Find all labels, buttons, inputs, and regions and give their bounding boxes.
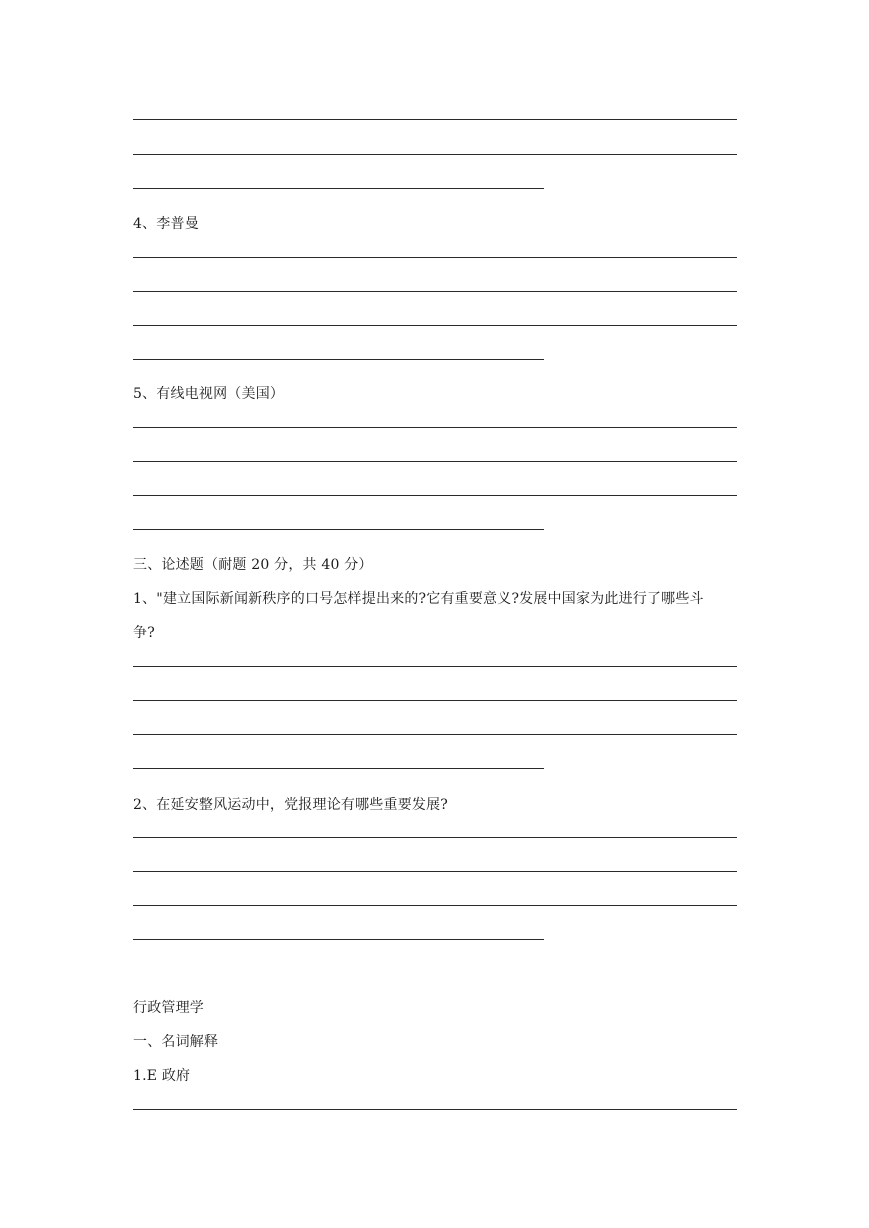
answer-line (133, 837, 737, 838)
answer-line (133, 905, 737, 906)
answer-line (133, 666, 737, 667)
answer-line (133, 325, 737, 326)
section-heading-essay: 三、论述题（耐题 20 分，共 40 分） (133, 557, 373, 573)
answer-line (133, 529, 544, 530)
answer-line (133, 119, 737, 120)
section-heading-terms: 一、名词解释 (133, 1034, 219, 1050)
answer-line (133, 700, 737, 701)
question-item-5: 5、有线电视网（美国） (133, 386, 285, 402)
answer-line (133, 188, 544, 189)
answer-line (133, 257, 737, 258)
answer-line (133, 154, 737, 155)
answer-line (133, 495, 737, 496)
answer-line (133, 768, 544, 769)
answer-line (133, 461, 737, 462)
answer-line (133, 939, 544, 940)
answer-line (133, 871, 737, 872)
term-item-1: 1.E 政府 (133, 1068, 191, 1084)
subject-title: 行政管理学 (133, 1000, 204, 1016)
answer-line (133, 359, 544, 360)
essay-question-1: 1、"建立国际新闻新秩序的口号怎样提出来的?它有重要意义?发展中国家为此进行了哪些斗 (133, 591, 704, 607)
answer-line (133, 291, 737, 292)
question-item-4: 4、李普曼 (133, 216, 199, 232)
answer-line (133, 1109, 737, 1110)
answer-line (133, 734, 737, 735)
essay-question-2: 2、在延安整风运动中，党报理论有哪些重要发展? (133, 797, 449, 813)
answer-line (133, 427, 737, 428)
essay-question-1-cont: 争? (133, 625, 155, 641)
